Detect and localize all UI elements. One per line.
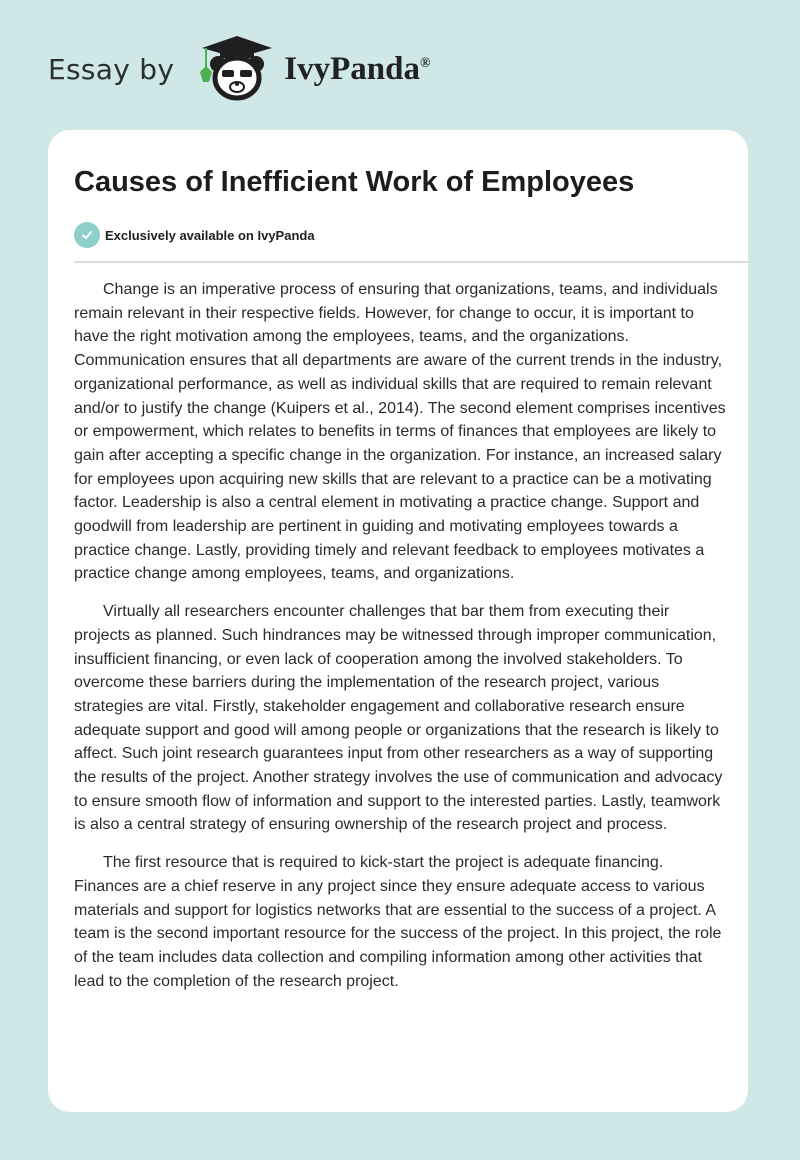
essay-title: Causes of Inefficient Work of Employees bbox=[74, 166, 635, 198]
ivypanda-logo-icon bbox=[192, 34, 282, 104]
exclusive-text: Exclusively available on IvyPanda bbox=[105, 227, 315, 243]
paragraph: Change is an imperative process of ensuring that organizations, teams, and individuals remain relevant in their respective fields. However, for change to occur, it is important to have the right motivation among the employees, teams, and the organizations. Communication ensures that all departments are aware of the current trends in the industry, organizational performance, as well as individual skills that are required to remain relevant and/or to justify the change (Kuipers et al., 2014). The second element comprises incentives or empowerment, which relates to benefits in terms of finances that employees are likely to gain after accepting a specific change in the organization. For instance, an increased salary for employees upon acquiring new skills that are relevant to a practice can be a motivating factor. Leadership is also a central element in motivating a practice change. Support and goodwill from leadership are pertinent in guiding and motivating employees towards a practice change. Lastly, providing timely and relevant feedback to employees motivates a practice change among employees, teams, and organizations. bbox=[74, 281, 726, 583]
paragraph: Virtually all researchers encounter challenges that bar them from executing their projects as planned. Such hindrances may be witnessed through improper communication, insufficient financing, or even lack of cooperation among the involved stakeholders. To overcome these barriers during the implementation of the research project, various strategies are vital. Firstly, stakeholder engagement and collaborative research ensure adequate support and good will among people or organizations that the research is likely to affect. Such joint research guarantees input from other researchers as a way of supporting the results of the project. Another strategy involves the use of communication and advocacy to ensure smooth flow of information and support to the interested parties. Lastly, teamwork is also a central strategy of ensuring ownership of the research project and process. bbox=[74, 603, 723, 834]
check-icon bbox=[74, 222, 100, 248]
paragraph: The first resource that is required to kick-start the project is adequate financing. Finances are a chief reserve in any project since they ensure adequate access to various materials and support for logistics networks that are essential to the success of a project. A team is the second important resource for the success of the project. In this project, the role of the team includes data collection and compiling information among other activities that lead to the completion of the research project. bbox=[74, 854, 722, 990]
brand-name: IvyPanda® bbox=[284, 50, 431, 87]
essay-body bbox=[74, 278, 726, 1007]
divider bbox=[74, 261, 748, 263]
essay-card bbox=[48, 130, 748, 1112]
exclusive-badge bbox=[74, 222, 315, 248]
essay-by-label: Essay by bbox=[48, 52, 175, 86]
site-header bbox=[48, 34, 430, 104]
